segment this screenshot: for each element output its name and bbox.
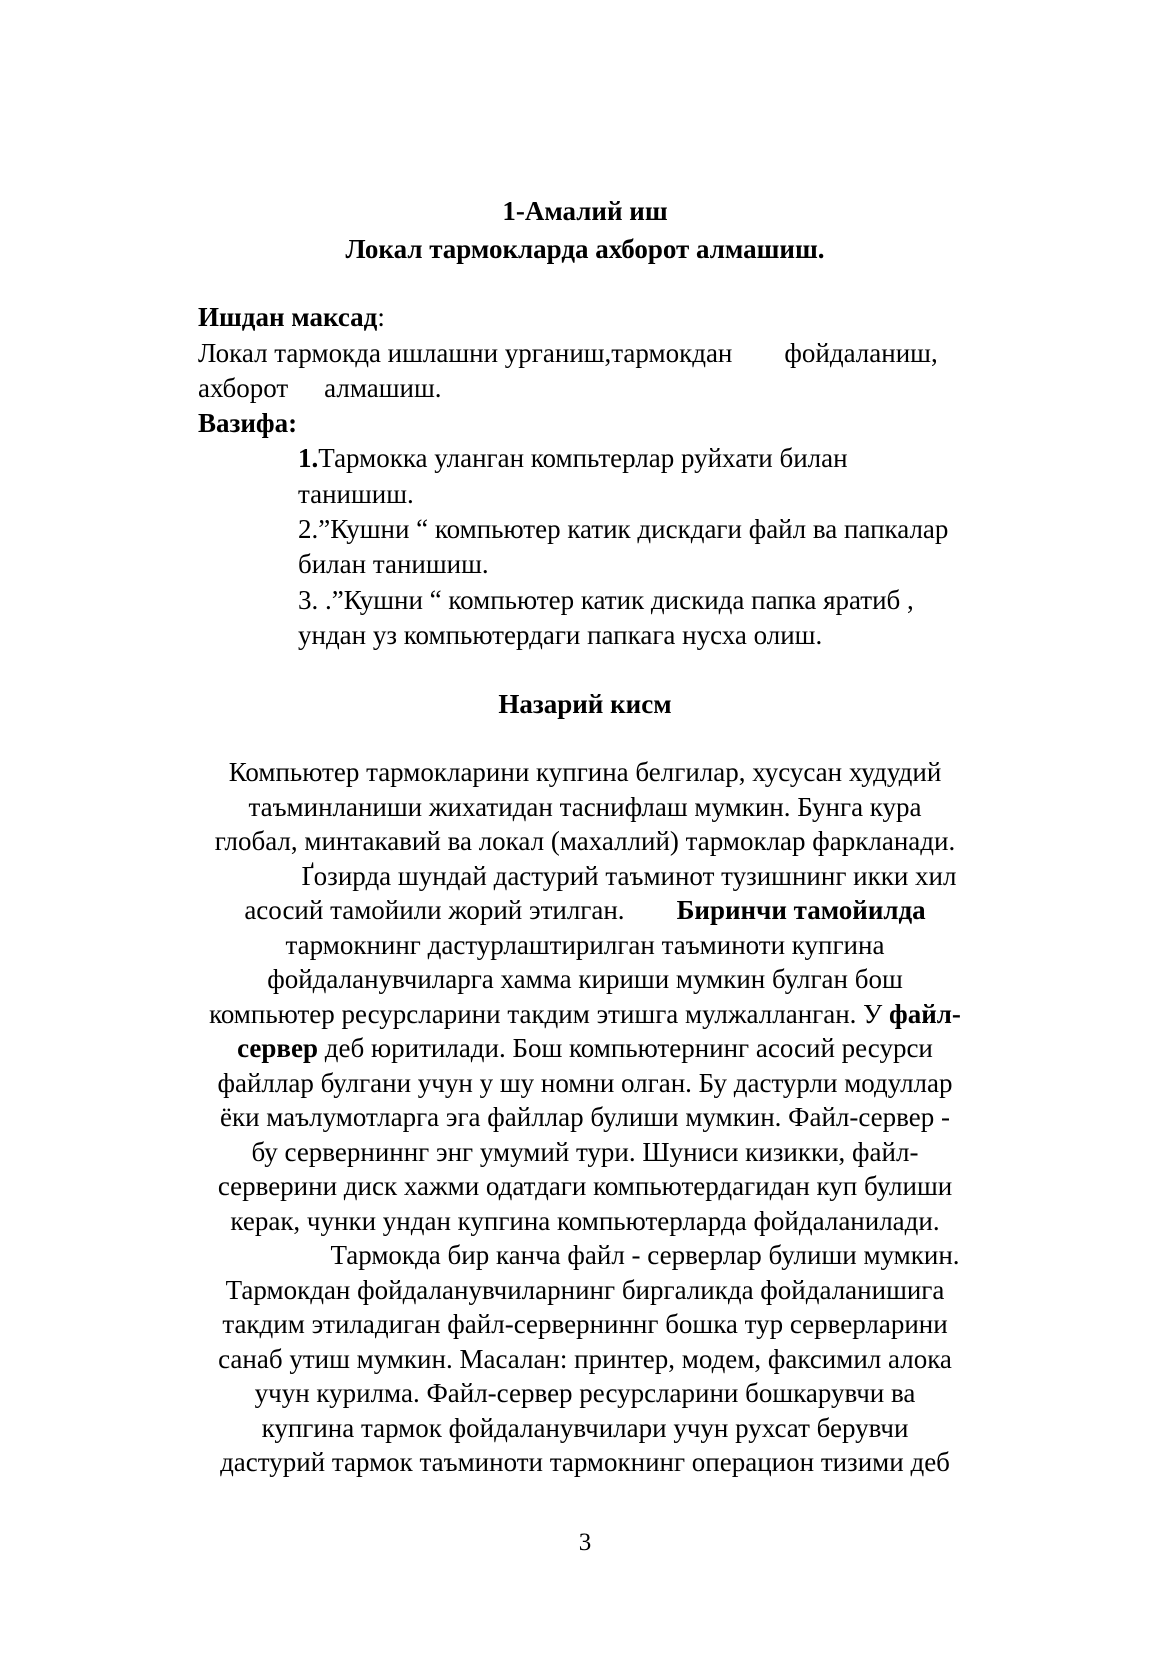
task-item-3: 3. .”Кушни “ компьютер катик дискида папка яратиб , bbox=[298, 585, 914, 615]
body-line bbox=[0, 893, 1170, 927]
task-item-1 bbox=[298, 441, 848, 475]
task-heading: Вазифа: bbox=[198, 408, 298, 438]
task-item-2: 2.”Кушни “ компьютер катик дискдаги файл ва папкалар bbox=[298, 514, 949, 544]
goal-colon: : bbox=[377, 302, 385, 332]
body-line: купгина тармок фойдаланувчилари учун рухсат берувчи bbox=[261, 1413, 909, 1443]
body-line: таъминланиши жихатидан таснифлаш мумкин. Бунга кура bbox=[248, 792, 922, 822]
body-line: бу серверниннг энг умумий тури. Шуниси кизикки, файл- bbox=[251, 1137, 919, 1167]
body-line-8b: файл- bbox=[889, 999, 961, 1029]
body-line: фойдаланувчиларга хамма кириши мумкин булган бош bbox=[267, 964, 903, 994]
goal-line-2 bbox=[198, 371, 442, 405]
body-line-8a: компьютер ресурсларини такдим этишга мулжалланган. У bbox=[209, 999, 890, 1029]
body-line-5a: асосий тамойили жорий этилган. bbox=[244, 895, 625, 925]
body-line-5b: Биринчи тамойилда bbox=[676, 895, 926, 925]
body-line: санаб утиш мумкин. Масалан: принтер, модем, факсимил алока bbox=[218, 1344, 952, 1374]
goal-label: Ишдан максад bbox=[198, 302, 378, 332]
task-item-1-number: 1. bbox=[298, 443, 319, 473]
body-line: керак, чунки ундан купгина компьютерларда фойдаланилади. bbox=[230, 1206, 940, 1236]
goal-line-1 bbox=[198, 336, 938, 370]
body-line: тармокнинг дастурлаштирилган таъминоти купгина bbox=[285, 930, 885, 960]
goal-heading bbox=[198, 300, 385, 334]
body-line: учун курилма. Файл-сервер ресурсларини бошкарувчи ва bbox=[254, 1378, 916, 1408]
task-item-1-text: Тармокка уланган компьтерлар руйхати билан bbox=[318, 443, 848, 473]
task-item-2-cont: билан танишиш. bbox=[298, 549, 489, 579]
body-line: глобал, минтакавий ва локал (махаллий) тармоклар фаркланади. bbox=[214, 826, 956, 856]
body-line: серверини диск хажми одатдаги компьютердагидан куп булиши bbox=[217, 1171, 953, 1201]
body-line: дастурий тармок таъминоти тармокнинг операцион тизими деб bbox=[220, 1447, 950, 1477]
section-title: Назарий кисм bbox=[498, 689, 672, 719]
body-line: Компьютер тармокларини купгина белгилар, хусусан худудий bbox=[228, 757, 942, 787]
body-line: такдим этиладиган файл-серверниннг бошка тур серверларини bbox=[222, 1309, 948, 1339]
body-line: Тармокдан фойдаланувчиларнинг биргаликда фойдаланишига bbox=[225, 1275, 945, 1305]
goal-line-1b: фойдаланиш, bbox=[784, 338, 938, 368]
body-line: Ґозирда шундай дастурий таъминот тузишнинг икки хил bbox=[301, 861, 957, 891]
task-item-1-cont: танишиш. bbox=[298, 479, 414, 509]
task-item-3-cont: ундан уз компьютердаги папкага нусха олиш. bbox=[298, 620, 823, 650]
body-line: Тармокда бир канча файл - серверлар булиши мумкин. bbox=[330, 1240, 960, 1270]
body-line bbox=[0, 997, 1170, 1031]
body-line-9b: деб юритилади. Бош компьютернинг асосий ресурси bbox=[318, 1033, 933, 1063]
body-line: файллар булгани учун у шу номни олган. Бу дастурли модуллар bbox=[217, 1068, 953, 1098]
goal-line-2a: ахборот bbox=[198, 373, 289, 403]
body-line-9a: сервер bbox=[237, 1033, 319, 1063]
document-title: 1-Амалий иш bbox=[502, 196, 668, 226]
goal-line-2b: алмашиш. bbox=[324, 373, 442, 403]
page-number: 3 bbox=[578, 1529, 592, 1556]
document-subtitle: Локал тармокларда ахборот алмашиш. bbox=[345, 234, 825, 264]
body-line: ёки маълумотларга эга файллар булиши мумкин. Файл-сервер - bbox=[219, 1102, 950, 1132]
body-line bbox=[0, 1031, 1170, 1065]
goal-line-1a: Локал тармокда ишлашни урганиш,тармокдан bbox=[198, 338, 733, 368]
